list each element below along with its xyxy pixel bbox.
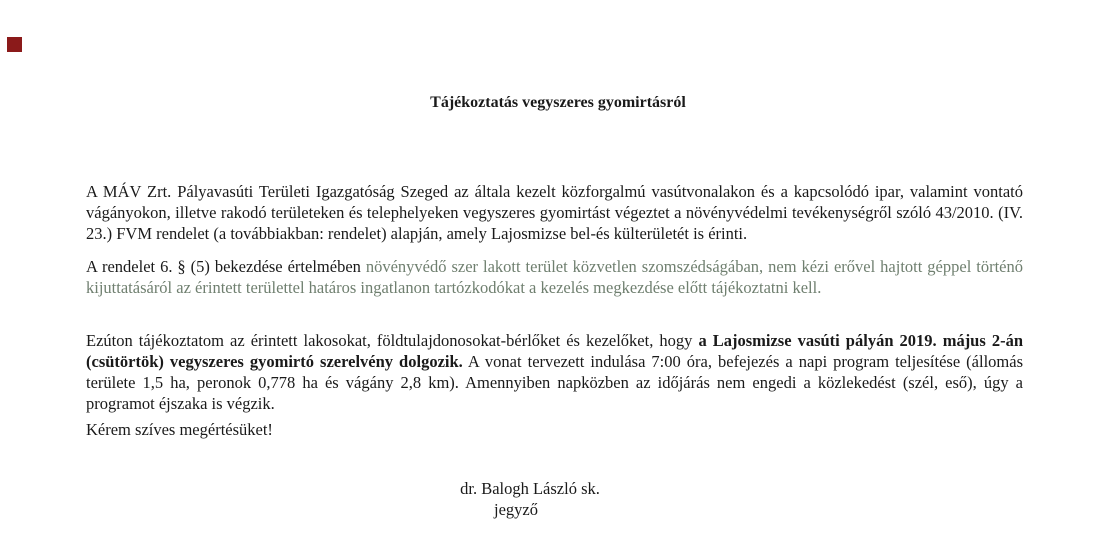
text-segment-normal: A rendelet 6. § (5) bekezdése értelmében [86,257,366,276]
text-segment-bold: a Lajosmizse vasúti pályán 2019. május 2-án (csütörtök) vegyszeres gyomirtó szerelvény dolgozik. [86,331,1023,371]
text-segment-highlight: növényvédő szer lakott terület közvetlen szomszédságában, nem kézi erővel hajtott géppel történő kijuttatásáról az érintett területtel határos ingatlanon tartózkodókat a kezelés megkezdése előtt tájékoztatni kell. [86,257,1023,297]
text-segment-normal: Ezúton tájékoztatom az érintett lakosokat, földtulajdonosokat-bérlőket és kezelőket, hogy [86,331,699,350]
signature-role: jegyző [494,500,538,519]
document-title: Tájékoztatás vegyszeres gyomirtásról [430,94,686,111]
text-segment-normal: Kérem szíves megértésüket! [86,420,273,439]
paragraph-regulation [86,256,1023,298]
paragraph-closing [86,419,1023,440]
signature-block [0,478,1088,520]
text-segment-normal: A MÁV Zrt. Pályavasúti Területi Igazgatóság Szeged az általa kezelt közforgalmú vasútvonalakon és a kapcsolódó ipar, valamint vontató vágányokon, illetve rakodó területeken és telephelyeken vegyszeres gyomirtást végeztet a növényvédelmi tevékenységről szóló 43/2010. (IV. 23.) FVM rendelet (a továbbiakban: rendelet) alapján, amely Lajosmizse bel-és külterületét is érinti. [86,182,1023,243]
paragraph-intro [86,181,1023,244]
paragraph-schedule [86,330,1023,414]
text-segment-normal: A vonat tervezett indulása 7:00 óra, befejezés a napi program teljesítése (állomás területe 1,5 ha, peronok 0,778 ha és vágány 2,8 km). Amennyiben napközben az időjárás nem engedi a közlekedést (szél, eső), úgy a programot éjszaka is végzik. [86,352,1023,413]
corner-mark [7,37,22,52]
signature-name: dr. Balogh László sk. [460,479,600,498]
